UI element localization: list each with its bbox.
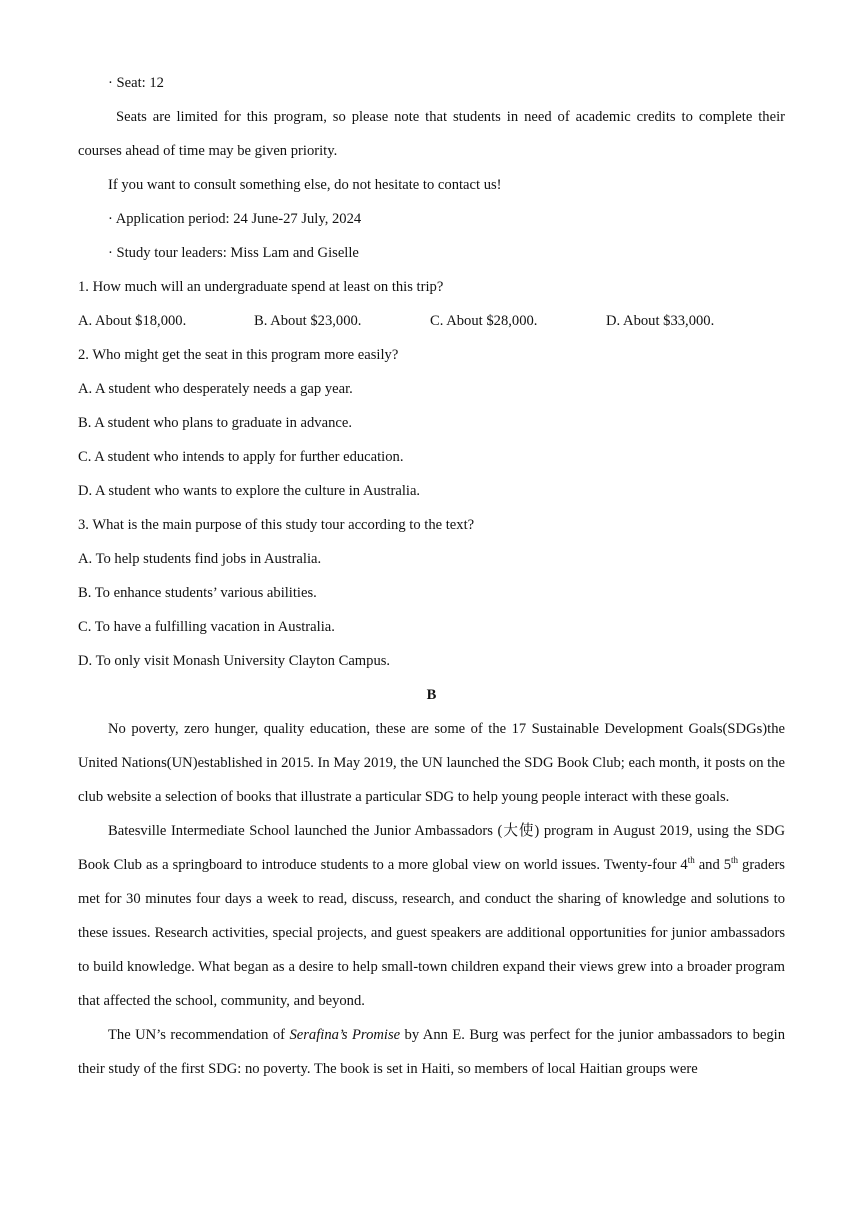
section-b-paragraph-2: Batesville Intermediate School launched the Junior Ambassadors (大使) program in August 2019, using the SDG Book Club as a springboard to introduce students to a more global view on world issues. Twenty-four 4th and 5th graders met for 30 minutes four days a week to read, discuss, research, and conduct the sharing of knowledge and solutions to these issues. Research activities, special projects, and guest speakers are additional opportunities for junior ambassadors to build knowledge. What began as a desire to help small-town children expand their views grew into a broader program that affected the school, community, and beyond.	[78, 823, 785, 1009]
limited-seats-note: Seats are limited for this program, so please note that students in need of academic credits to complete their courses ahead of time may be given priority.	[78, 109, 785, 159]
application-period-item: · Application period: 24 June-27 July, 2024	[108, 211, 362, 227]
question-3-option-a: A. To help students find jobs in Australia.	[78, 551, 322, 567]
question-1-option-b: B. About $23,000.	[254, 313, 362, 329]
question-1-option-a: A. About $18,000.	[78, 313, 187, 329]
question-2-option-b: B. A student who plans to graduate in advance.	[78, 415, 352, 431]
section-b-paragraph-1: No poverty, zero hunger, quality education, these are some of the 17 Sustainable Development Goals(SDGs)the United Nations(UN)established in 2015. In May 2019, the UN launched the SDG Book Club; each month, it posts on the club website a selection of books that illustrate a particular SDG to help young people interact with these goals.	[78, 721, 785, 805]
question-1-option-c: C. About $28,000.	[430, 313, 538, 329]
consult-note: If you want to consult something else, do not hesitate to contact us!	[108, 177, 502, 193]
question-2-option-d: D. A student who wants to explore the culture in Australia.	[78, 483, 421, 499]
section-b-paragraph-3: The UN’s recommendation of Serafina’s Promise by Ann E. Burg was perfect for the junior ambassadors to begin their study of the first SDG: no poverty. The book is set in Haiti, so members of local Haitian groups were	[78, 1027, 785, 1077]
tour-leaders-item: · Study tour leaders: Miss Lam and Giselle	[108, 245, 359, 261]
question-2-option-c: C. A student who intends to apply for further education.	[78, 449, 404, 465]
question-3-option-d: D. To only visit Monash University Clayton Campus.	[78, 653, 391, 669]
question-3-option-c: C. To have a fulfilling vacation in Australia.	[78, 619, 335, 635]
question-2-stem: 2. Who might get the seat in this program more easily?	[78, 347, 399, 363]
document-page	[78, 66, 785, 1086]
question-3-option-b: B. To enhance students’ various abilities.	[78, 585, 317, 601]
question-3-stem: 3. What is the main purpose of this study tour according to the text?	[78, 517, 475, 533]
seat-item: · Seat: 12	[108, 75, 164, 91]
question-1-option-d: D. About $33,000.	[606, 313, 715, 329]
book-title: Serafina’s Promise	[289, 1027, 401, 1043]
section-b-heading: B	[426, 687, 437, 703]
question-2-option-a: A. A student who desperately needs a gap year.	[78, 381, 353, 397]
question-1-stem: 1. How much will an undergraduate spend at least on this trip?	[78, 279, 444, 295]
question-1-options	[78, 304, 785, 338]
